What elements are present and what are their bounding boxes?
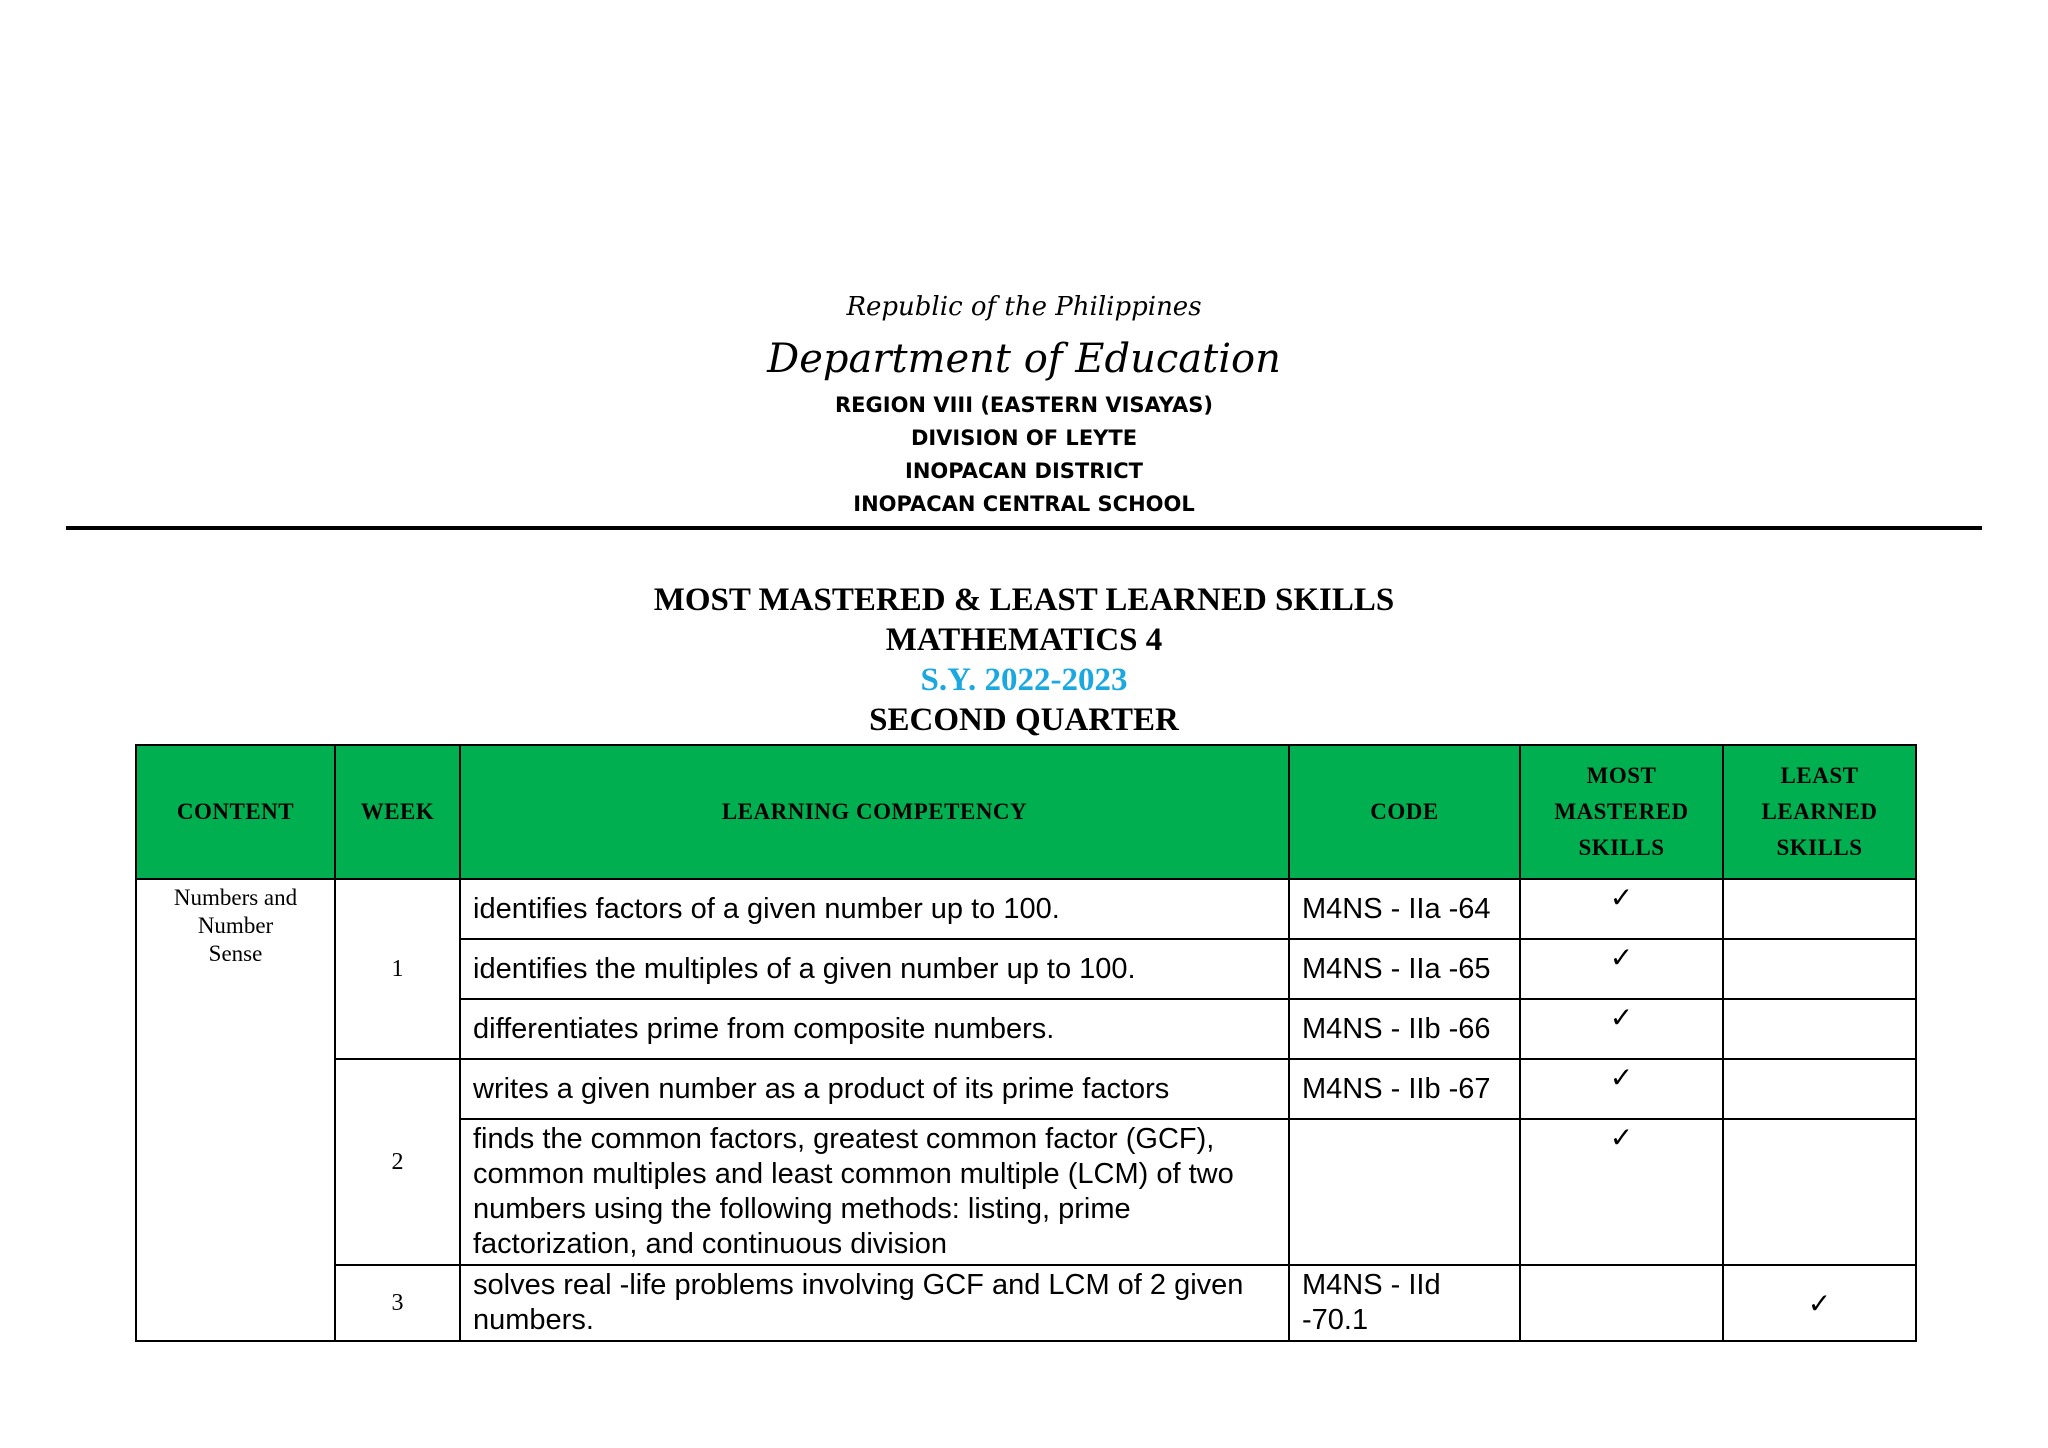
check-mark-icon: ✓ — [1609, 881, 1634, 914]
header-divider — [66, 526, 1982, 530]
col-header-most-line: SKILLS — [1578, 835, 1665, 860]
competency-cell: differentiates prime from composite numbers. — [460, 999, 1289, 1059]
col-header-least-line: LEARNED — [1761, 799, 1878, 824]
col-header-most-line: MOST — [1586, 763, 1657, 788]
content-cell — [136, 879, 335, 1341]
least-learned-cell — [1723, 939, 1916, 999]
code-cell: M4NS - IIb -67 — [1289, 1059, 1520, 1119]
check-mark-icon: ✓ — [1609, 1001, 1634, 1034]
competency-cell: writes a given number as a product of its prime factors — [460, 1059, 1289, 1119]
competency-cell: finds the common factors, greatest common factor (GCF), common multiples and least common multiple (LCM) of two numbers using the following methods: listing, prime factorization, and continuous division — [460, 1119, 1289, 1265]
week-cell: 2 — [335, 1059, 460, 1265]
competency-cell: identifies the multiples of a given number up to 100. — [460, 939, 1289, 999]
col-header-code: CODE — [1289, 745, 1520, 879]
week-cell: 1 — [335, 879, 460, 1059]
content-label-line: Numbers and — [173, 885, 298, 910]
most-mastered-cell — [1520, 1059, 1723, 1119]
department-line: Department of Education — [767, 336, 1281, 382]
least-learned-cell — [1723, 1119, 1916, 1265]
title-subject: MATHEMATICS 4 — [885, 622, 1163, 658]
least-learned-cell — [1723, 879, 1916, 939]
table-row — [136, 1265, 1916, 1341]
check-mark-icon: ✓ — [1807, 1286, 1832, 1320]
district-line: INOPACAN DISTRICT — [905, 459, 1143, 483]
title-school-year: S.Y. 2022-2023 — [920, 662, 1128, 698]
least-learned-cell — [1723, 1265, 1916, 1341]
table-row — [136, 1059, 1916, 1119]
code-cell: M4NS - IId -70.1 — [1289, 1265, 1520, 1341]
col-header-most-mastered — [1520, 745, 1723, 879]
most-mastered-cell — [1520, 1265, 1723, 1341]
division-line: DIVISION OF LEYTE — [910, 426, 1138, 450]
least-learned-cell — [1723, 999, 1916, 1059]
least-learned-cell — [1723, 1059, 1916, 1119]
school-line: INOPACAN CENTRAL SCHOOL — [853, 492, 1195, 516]
col-header-content: CONTENT — [136, 745, 335, 879]
code-cell: M4NS - IIb -66 — [1289, 999, 1520, 1059]
most-mastered-cell — [1520, 939, 1723, 999]
table-row — [136, 879, 1916, 939]
title-main: MOST MASTERED & LEAST LEARNED SKILLS — [653, 582, 1395, 618]
content-label-line: Sense — [208, 941, 263, 966]
week-cell: 3 — [335, 1265, 460, 1341]
code-cell: M4NS - IIa -65 — [1289, 939, 1520, 999]
competency-cell: identifies factors of a given number up to 100. — [460, 879, 1289, 939]
title-quarter: SECOND QUARTER — [869, 702, 1179, 738]
content-label-line: Number — [197, 913, 274, 938]
col-header-least-line: SKILLS — [1776, 835, 1863, 860]
check-mark-icon: ✓ — [1609, 1061, 1634, 1094]
col-header-week: WEEK — [335, 745, 460, 879]
col-header-least-learned — [1723, 745, 1916, 879]
code-cell — [1289, 1119, 1520, 1265]
col-header-competency: LEARNING COMPETENCY — [460, 745, 1289, 879]
most-mastered-cell — [1520, 999, 1723, 1059]
check-mark-icon: ✓ — [1609, 1121, 1634, 1154]
table-header-row — [136, 745, 1916, 879]
col-header-least-line: LEAST — [1780, 763, 1859, 788]
letterhead — [0, 285, 2048, 521]
skills-table — [135, 744, 1917, 1342]
col-header-most-line: MASTERED — [1554, 799, 1689, 824]
code-cell: M4NS - IIa -64 — [1289, 879, 1520, 939]
document-title — [0, 580, 2048, 740]
competency-cell: solves real -life problems involving GCF and LCM of 2 given numbers. — [460, 1265, 1289, 1341]
region-line: REGION VIII (EASTERN VISAYAS) — [835, 393, 1213, 417]
republic-line: Republic of the Philippines — [846, 292, 1202, 322]
check-mark-icon: ✓ — [1609, 941, 1634, 974]
most-mastered-cell — [1520, 879, 1723, 939]
most-mastered-cell — [1520, 1119, 1723, 1265]
